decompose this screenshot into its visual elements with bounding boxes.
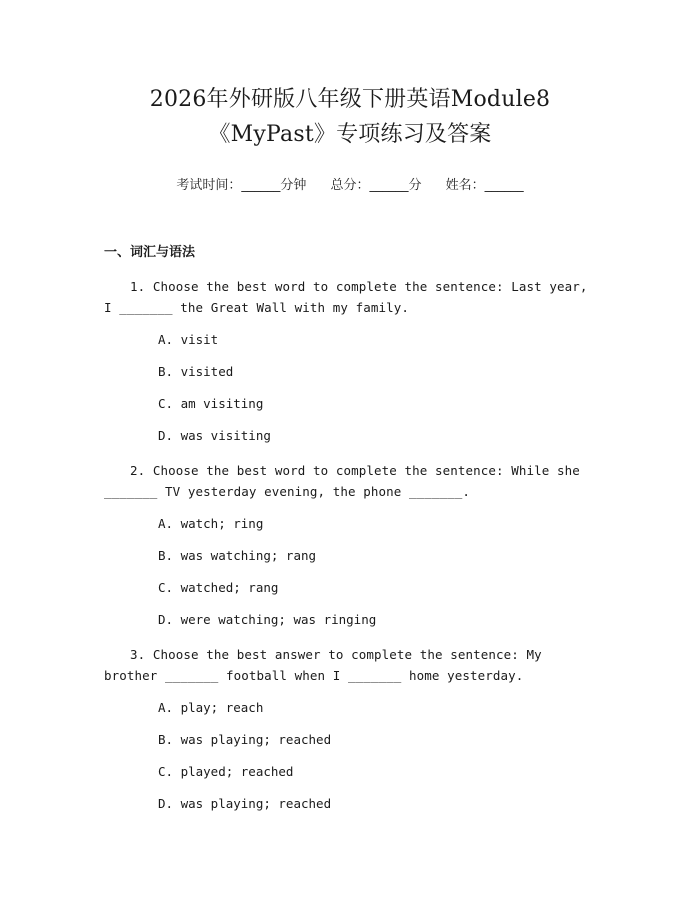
question-text: 3. Choose the best answer to complete the sentence: My brother _______ football when I _______ home yesterday.	[104, 647, 542, 683]
question-2	[104, 454, 596, 636]
exam-info	[104, 174, 596, 193]
title-line-2: 《MyPast》专项练习及答案	[208, 122, 492, 147]
document-title	[104, 0, 596, 152]
option-d: D. was visiting	[158, 428, 271, 443]
option-a: A. visit	[158, 332, 219, 347]
section-heading: 一、词汇与语法	[104, 245, 196, 260]
question-text: 2. Choose the best word to complete the sentence: While she _______ TV yesterday evening, the phone _______.	[104, 463, 580, 499]
student-name: 姓名：______	[445, 178, 524, 193]
option-c: C. watched; rang	[158, 580, 279, 595]
option-list	[104, 324, 596, 452]
option-b: B. was playing; reached	[158, 732, 332, 747]
option-a: A. play; reach	[158, 700, 264, 715]
exam-time: 考试时间：______分钟	[176, 178, 307, 193]
option-a: A. watch; ring	[158, 516, 264, 531]
option-b: B. was watching; rang	[158, 548, 317, 563]
option-b: B. visited	[158, 364, 234, 379]
exam-score: 总分：______分	[330, 178, 422, 193]
question-1	[104, 270, 596, 452]
option-d: D. was playing; reached	[158, 796, 332, 811]
option-c: C. am visiting	[158, 396, 264, 411]
question-3	[104, 638, 596, 820]
option-c: C. played; reached	[158, 764, 294, 779]
option-list	[104, 508, 596, 636]
question-text: 1. Choose the best word to complete the sentence: Last year, I _______ the Great Wall with my family.	[104, 279, 588, 315]
title-line-1: 2026年外研版八年级下册英语Module8	[149, 87, 551, 112]
option-list	[104, 692, 596, 820]
option-d: D. were watching; was ringing	[158, 612, 377, 627]
